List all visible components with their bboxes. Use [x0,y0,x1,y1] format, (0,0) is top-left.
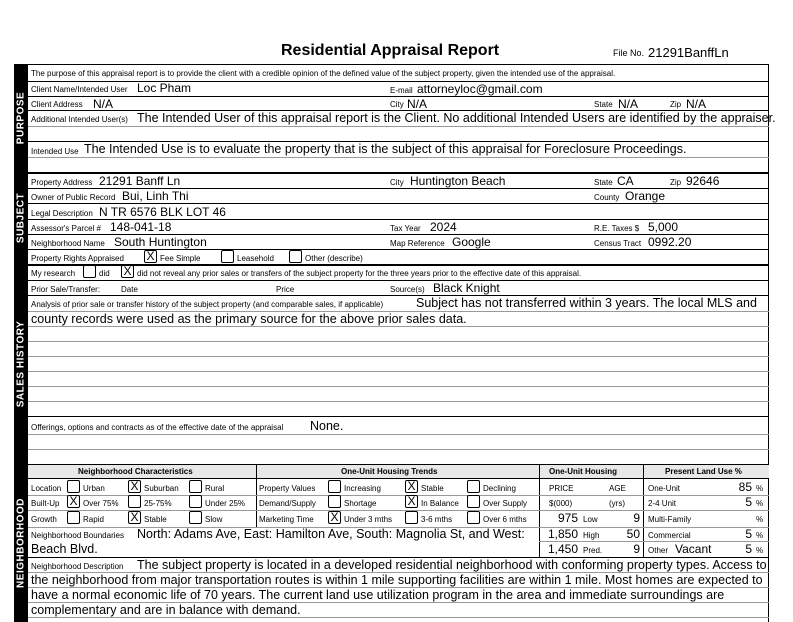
subject-zip-label: Zip [670,178,682,187]
trends-header: One-Unit Housing Trends [341,467,438,476]
price-label: PRICE [549,484,574,493]
leasehold-label: Leasehold [237,254,274,263]
re-taxes-field[interactable]: 5,000 [648,220,679,234]
price-unit-label: $(000) [549,499,573,508]
boundaries-label: Neighborhood Boundaries [31,531,124,540]
pred-label: Pred. [583,546,603,555]
census-tract-field[interactable]: 0992.20 [648,235,692,249]
land-use-commercial-value[interactable]: 5 [745,527,752,541]
county-field[interactable]: Orange [625,189,666,203]
high-age-value[interactable]: 50 [626,527,640,541]
low-price-value[interactable]: 975 [557,511,578,525]
growth-stable-label: Stable [144,515,167,524]
land-use-one-unit-pct: % [756,484,764,493]
section-band-sales-history: SALES HISTORY [14,264,28,464]
subject-state-label: State [594,178,613,187]
analysis-label: Analysis of prior sale or transfer history of the subject property (and comparable sales, if applicable) [31,300,384,309]
client-zip-label: Zip [670,100,682,109]
section-band-purpose: PURPOSE [14,64,28,172]
land-use-2-4-unit-label: 2-4 Unit [648,499,677,508]
did-not-text: did not reveal any prior sales or transfers of the subject property for the three years prior to the effective date of this appraisal. [137,269,582,278]
map-reference-field[interactable]: Google [452,235,491,249]
high-price-value[interactable]: 1,850 [547,527,578,541]
owner-field[interactable]: Bui, Linh Thi [122,189,189,203]
in-balance-checkbox[interactable]: X [405,495,418,508]
shortage-label: Shortage [344,499,377,508]
client-city-label: City [390,100,404,109]
description-label: Neighborhood Description [31,562,124,571]
email-field[interactable]: attorneyloc@gmail.com [417,82,543,96]
leasehold-checkbox[interactable] [221,250,234,263]
shortage-checkbox[interactable] [328,495,341,508]
land-use-header: Present Land Use % [665,467,742,476]
neighborhood-name-label: Neighborhood Name [31,239,105,248]
low-age-value[interactable]: 9 [633,511,640,525]
legal-description-label: Legal Description [31,209,93,218]
owner-label: Owner of Public Record [31,193,116,202]
declining-checkbox[interactable] [467,480,480,493]
file-no-label: File No. [613,48,645,58]
in-balance-label: In Balance [421,499,459,508]
land-use-multi-family-pct: % [756,515,764,524]
map-reference-label: Map Reference [390,239,445,248]
property-address-field[interactable]: 21291 Banff Ln [99,174,181,188]
client-address-field[interactable]: N/A [93,97,114,111]
pred-price-value[interactable]: 1,450 [547,542,578,556]
increasing-checkbox[interactable] [328,480,341,493]
additional-users-label: Additional Intended User(s) [31,115,128,124]
source-label: Source(s) [390,285,425,294]
analysis-line-2[interactable]: county records were used as the primary source for the above prior sales data. [31,312,467,326]
over-6-mths-checkbox[interactable] [467,511,480,524]
description-line-2[interactable]: the neighborhood from major transportation routes is within 1 mile supporting facilities are within 1 mile. Most homes are expected to [31,573,763,587]
values-stable-label: Stable [421,484,444,493]
land-use-other-desc[interactable]: Vacant [675,542,712,556]
re-taxes-label: R.E. Taxes $ [594,224,640,233]
subject-state-field[interactable]: CA [617,174,634,188]
research-label: My research [31,269,76,278]
description-line-4[interactable]: complementary and are in balance with demand. [31,603,301,617]
3-6-mths-checkbox[interactable] [405,511,418,524]
county-label: County [594,193,620,202]
marketing-time-label: Marketing Time [259,515,314,524]
tax-year-label: Tax Year [390,224,421,233]
characteristics-header: Neighborhood Characteristics [78,467,193,476]
source-field[interactable]: Black Knight [433,281,500,295]
housing-header: One-Unit Housing [549,467,617,476]
age-label: AGE [609,484,626,493]
over-supply-checkbox[interactable] [467,495,480,508]
client-state-field[interactable]: N/A [618,97,639,111]
file-no-value: 21291BanffLn [648,45,729,60]
rapid-checkbox[interactable] [67,511,80,524]
under-25-label: Under 25% [205,499,246,508]
land-use-commercial-pct: % [756,531,764,540]
over-75-label: Over 75% [83,499,119,508]
high-label: High [583,531,600,540]
low-label: Low [583,515,598,524]
client-address-label: Client Address [31,100,83,109]
under-3-mths-label: Under 3 mths [344,515,393,524]
did-label: did [99,269,110,278]
intended-use-field[interactable]: The Intended Use is to evaluate the property that is the subject of this appraisal for Foreclosure Proceedings. [84,142,687,156]
rapid-label: Rapid [83,515,104,524]
client-state-label: State [594,100,613,109]
description-line-1[interactable]: The subject property is located in a developed residential neighborhood with conforming property types. Access to [137,558,767,572]
page-title: Residential Appraisal Report [281,42,500,59]
built-up-label: Built-Up [31,499,60,508]
description-line-3[interactable]: have a normal economic life of 70 years. The current land use utilization program in the area and immediate surroundings are [31,588,725,602]
slow-label: Slow [205,515,223,524]
demand-supply-label: Demand/Supply [259,499,316,508]
client-name-field[interactable]: Loc Pham [137,81,192,95]
over-6-mths-label: Over 6 mths [483,515,527,524]
subject-city-label: City [390,178,404,187]
prior-sale-label: Prior Sale/Transfer: [31,285,101,294]
neighborhood-name-field[interactable]: South Huntington [114,235,207,249]
25-75-checkbox[interactable] [128,495,141,508]
fee-simple-label: Fee Simple [160,254,201,263]
land-use-other-pct: % [756,546,764,555]
client-zip-field[interactable]: N/A [686,97,707,111]
under-3-mths-checkbox[interactable]: X [328,511,341,524]
land-use-other-value[interactable]: 5 [745,542,752,556]
intended-use-label: Intended Use [31,147,79,156]
increasing-label: Increasing [344,484,381,493]
email-label: E-mail [390,86,413,95]
additional-users-field[interactable]: The Intended User of this appraisal report is the Client. No additional Intended Users are identified by the appraiser. [137,111,776,125]
land-use-one-unit-value[interactable]: 85 [738,480,752,494]
25-75-label: 25-75% [144,499,172,508]
parcel-label: Assessor's Parcel # [31,224,101,233]
section-band-subject: SUBJECT [14,172,28,264]
boundaries-line-1[interactable]: North: Adams Ave, East: Hamilton Ave, South: Magnolia St, and West: [137,527,525,541]
client-name-label: Client Name/Intended User [31,85,128,94]
growth-label: Growth [31,515,57,524]
3-6-mths-label: 3-6 mths [421,515,453,524]
other-rights-checkbox[interactable] [289,250,302,263]
rural-label: Rural [205,484,225,493]
values-stable-checkbox[interactable]: X [405,480,418,493]
land-use-multi-family-label: Multi-Family [648,515,692,524]
subject-city-field[interactable]: Huntington Beach [410,174,506,188]
section-band-neighborhood: NEIGHBORHOOD [14,464,28,622]
client-city-field[interactable]: N/A [407,97,428,111]
land-use-2-4-unit-pct: % [756,499,764,508]
census-tract-label: Census Tract [594,239,642,248]
under-25-checkbox[interactable] [189,495,202,508]
offerings-label: Offerings, options and contracts as of the effective date of the appraisal [31,423,284,432]
parcel-field[interactable]: 148-041-18 [110,220,172,234]
prior-sale-date-label: Date [121,285,138,294]
suburban-checkbox[interactable]: X [128,480,141,493]
did-checkbox[interactable] [83,265,96,278]
urban-checkbox[interactable] [67,480,80,493]
suburban-label: Suburban [144,484,179,493]
land-use-one-unit-label: One-Unit [648,484,681,493]
land-use-commercial-label: Commercial [648,531,691,540]
rights-label: Property Rights Appraised [31,254,124,263]
urban-label: Urban [83,484,105,493]
land-use-other-label: Other [648,546,669,555]
over-supply-label: Over Supply [483,499,528,508]
slow-checkbox[interactable] [189,511,202,524]
other-rights-label: Other (describe) [305,254,363,263]
land-use-2-4-unit-value[interactable]: 5 [745,495,752,509]
property-values-label: Property Values [259,484,316,493]
tax-year-field[interactable]: 2024 [430,220,457,234]
age-unit-label: (yrs) [609,499,625,508]
property-address-label: Property Address [31,178,93,187]
subject-zip-field[interactable]: 92646 [686,174,720,188]
offerings-field[interactable]: None. [310,419,344,433]
declining-label: Declining [483,484,516,493]
legal-description-field[interactable]: N TR 6576 BLK LOT 46 [99,205,226,219]
boundaries-line-2[interactable]: Beach Blvd. [31,542,98,556]
rural-checkbox[interactable] [189,480,202,493]
fee-simple-checkbox[interactable]: X [144,250,157,263]
pred-age-value[interactable]: 9 [633,542,640,556]
analysis-line-1[interactable]: Subject has not transferred within 3 years. The local MLS and [416,296,757,310]
did-not-checkbox[interactable]: X [121,265,134,278]
purpose-intro: The purpose of this appraisal report is to provide the client with a credible opinion of the defined value of the subject property, given the intended use of the appraisal. [31,69,616,78]
growth-stable-checkbox[interactable]: X [128,511,141,524]
location-label: Location [31,484,62,493]
prior-sale-price-label: Price [276,285,295,294]
over-75-checkbox[interactable]: X [67,495,80,508]
